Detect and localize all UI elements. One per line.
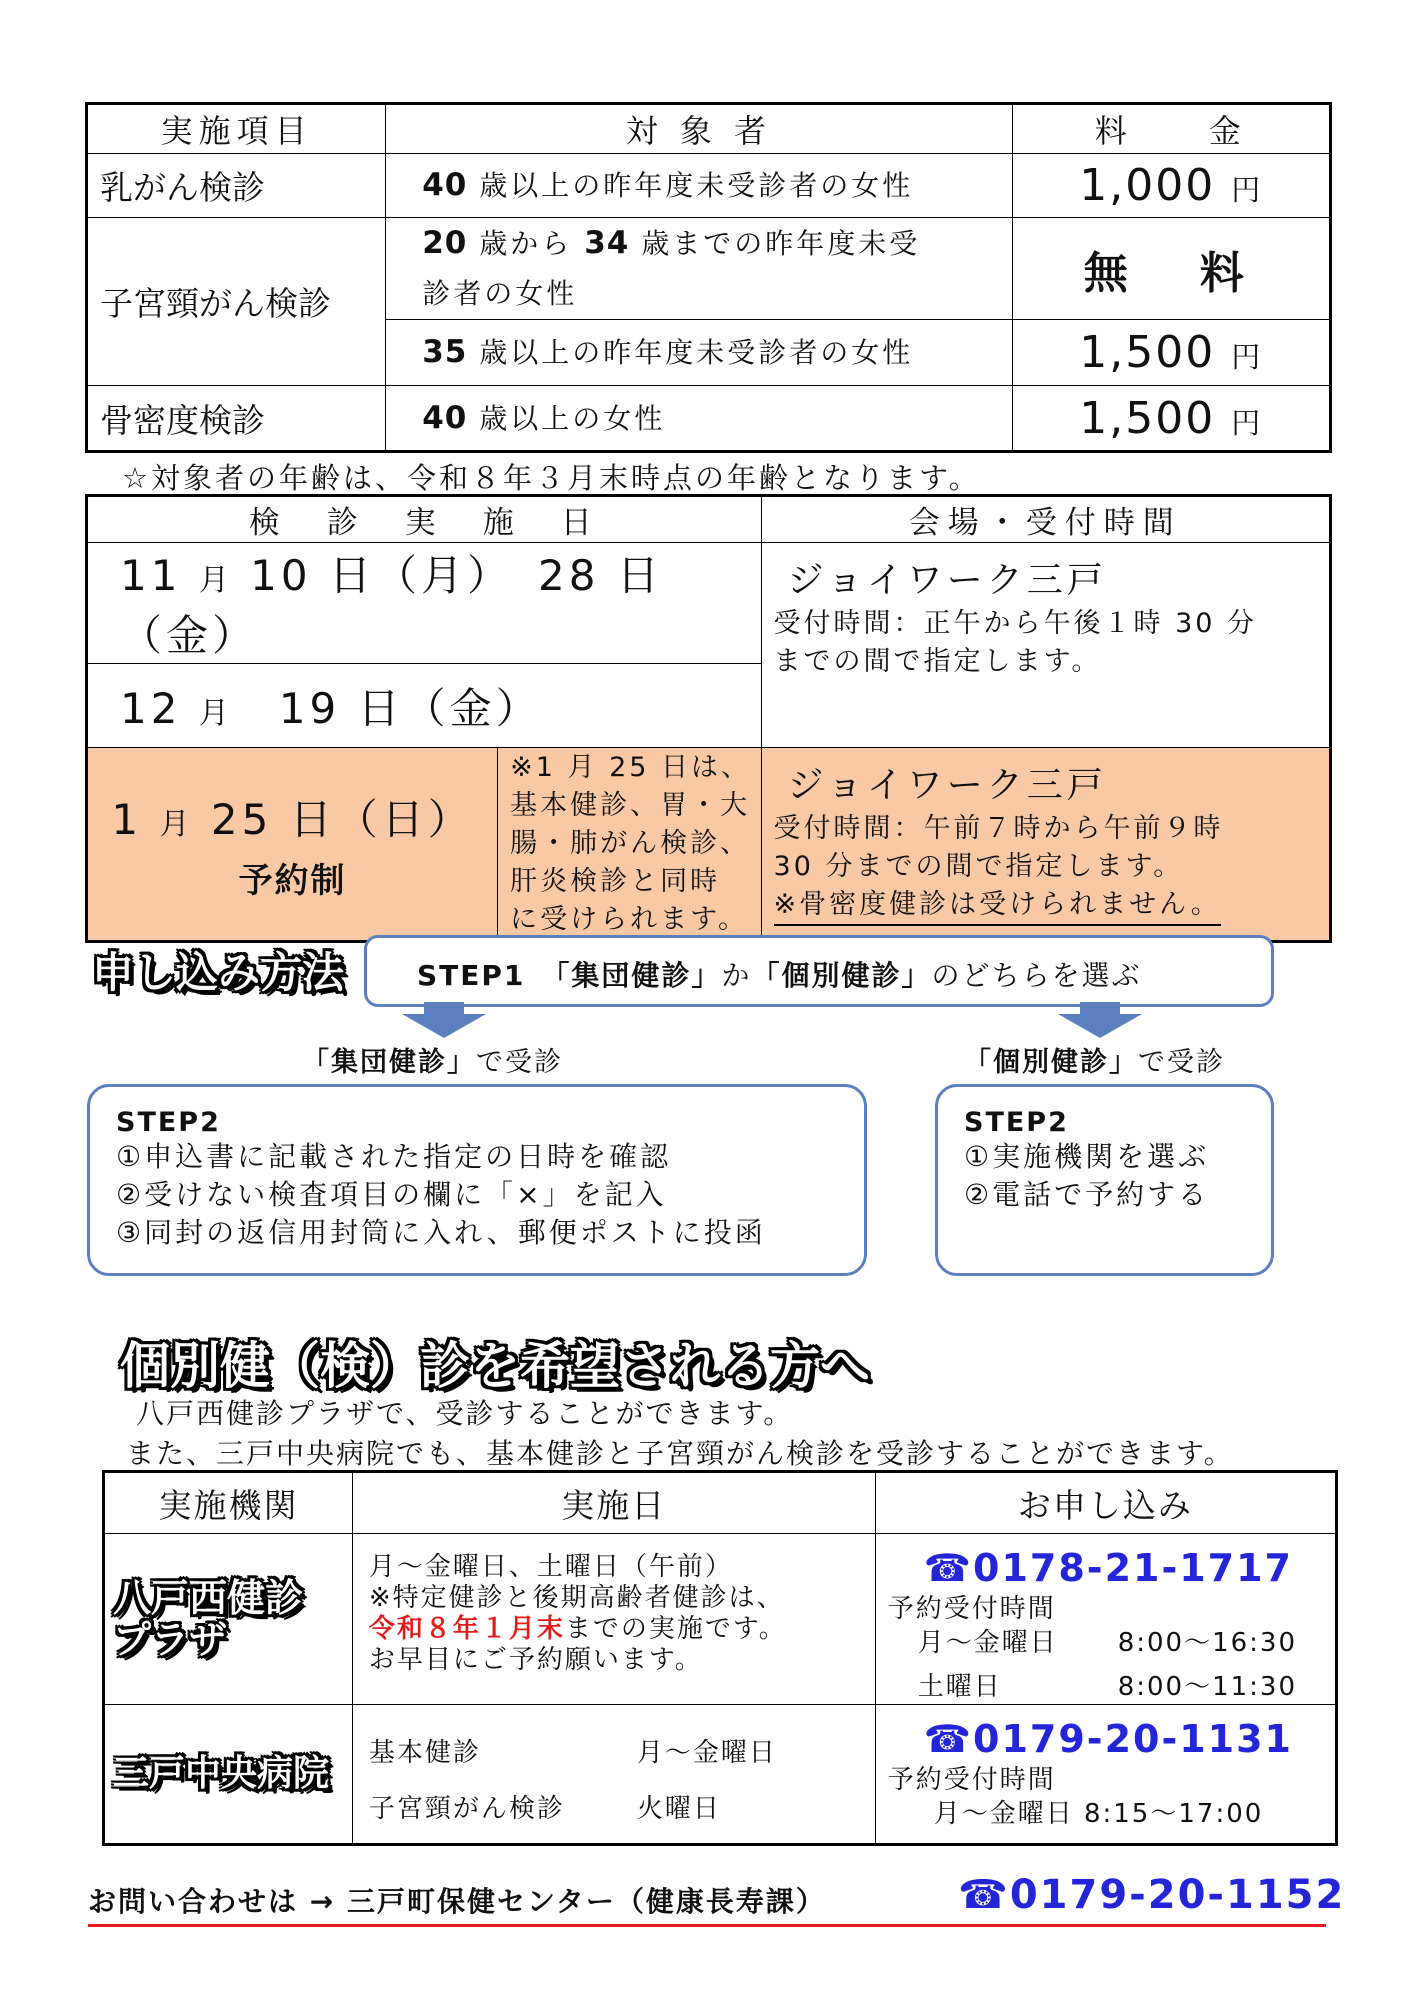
fee-price: 1,500 円	[1012, 320, 1330, 386]
step2-group-line: ①申込書に記載された指定の日時を確認	[116, 1140, 672, 1173]
step2-individual-line: ①実施機関を選ぶ	[964, 1140, 1210, 1173]
schedule-header-date: 検 診 実 施 日	[87, 496, 762, 543]
arrow-down-icon	[402, 1002, 486, 1038]
venue-time: 受付時間：午前７時から午前９時	[773, 813, 1224, 844]
clinic-header-row	[104, 1472, 1337, 1534]
clinic-header-institution: 実施機関	[104, 1472, 353, 1534]
step2-group-line: ③同封の返信用封筒に入れ、郵便ポストに投函	[116, 1216, 766, 1249]
step1-text: STEP1 「集団健診」か「個別健診」のどちらを選ぶ	[417, 959, 1142, 992]
plaza-hours-label: 予約受付時間	[887, 1594, 1056, 1624]
hospital-days: 基本健診 月～金曜日 子宮頸がん検診 火曜日	[352, 1705, 875, 1845]
fee-item: 骨密度検診	[87, 386, 386, 452]
step2-group-title: STEP2	[116, 1107, 221, 1138]
schedule-row-nov	[87, 543, 1331, 664]
individual-intro-1: 八戸西健診プラザで、受診することができます。	[136, 1397, 794, 1430]
jan-note: ※1 月 25 日は、 基本健診、胃・大 腸・肺がん検診、 肝炎検診と同時 に受けられます。	[498, 748, 761, 942]
step2-individual-line: ②電話で予約する	[964, 1178, 1210, 1211]
step2-group-box	[87, 1084, 867, 1276]
plaza-phone[interactable]: ☎0178-21-1717	[923, 1546, 1293, 1590]
contact-label: お問い合わせは → 三戸町保健センター（健康長寿課）	[88, 1885, 826, 1918]
venue-name: ジョイワーク三戸	[787, 560, 1107, 601]
fee-price: 1,000 円	[1012, 154, 1330, 218]
venue-time-2: 30 分までの間で指定します。	[773, 851, 1184, 882]
plaza-hours-weekday: 月～金曜日 8:00～16:30	[917, 1628, 1298, 1658]
fee-item: 乳がん検診	[87, 154, 386, 218]
fee-row-bone	[87, 386, 1331, 452]
hospital-phone[interactable]: ☎0179-20-1131	[923, 1717, 1293, 1761]
hospital-name: 三戸中央病院	[104, 1705, 353, 1845]
contact-phone[interactable]: ☎0179-20-1152	[958, 1872, 1346, 1918]
individual-intro-2: また、三戸中央病院でも、基本健診と子宮頸がん検診を受診することができます。	[126, 1437, 1234, 1470]
fee-header-target: 対 象 者	[386, 104, 1012, 154]
arrow-down-icon	[1058, 1002, 1142, 1038]
clinic-table	[102, 1470, 1338, 1846]
schedule-header-row	[87, 496, 1331, 543]
fee-header-item: 実施項目	[87, 104, 386, 154]
venue-time-2: までの間で指定します。	[773, 646, 1102, 677]
venue-name: ジョイワーク三戸	[787, 765, 1107, 806]
plaza-name: 八戸西健診 プラザ	[104, 1534, 353, 1705]
plaza-days: 月～金曜日、土曜日（午前） ※特定健診と後期高齢者健診は、 令和８年１月末までの実施です。 お早目にご予約願います。	[352, 1534, 875, 1705]
fee-target: 20 歳から 34 歳までの昨年度未受 診者の女性	[386, 218, 1012, 320]
clinic-header-days: 実施日	[352, 1472, 875, 1534]
venue-note: ※骨密度健診は受けられません。	[774, 886, 1221, 926]
fee-header-price: 料 金	[1012, 104, 1330, 154]
individual-route-label: 「個別健診」で受診	[964, 1047, 1225, 1078]
clinic-row-hospital	[104, 1705, 1337, 1845]
step2-individual-title: STEP2	[964, 1107, 1069, 1138]
plaza-hours-saturday: 土曜日 8:00～11:30	[917, 1672, 1298, 1702]
schedule-table	[85, 494, 1332, 943]
age-note: ☆対象者の年齢は、令和８年３月末時点の年齢となります。	[122, 461, 981, 495]
individual-heading: 個別健（検）診を希望される方へ	[120, 1337, 870, 1395]
fee-target: 35 歳以上の昨年度未受診者の女性	[386, 320, 1012, 386]
venue-2	[761, 748, 1330, 942]
contact-underline	[88, 1924, 1326, 1927]
clinic-header-apply: お申し込み	[875, 1472, 1336, 1534]
schedule-row-jan	[87, 748, 1331, 942]
fee-target: 40 歳以上の昨年度未受診者の女性	[386, 154, 1012, 218]
fee-price: 1,500 円	[1012, 386, 1330, 452]
fee-item: 子宮頸がん検診	[87, 218, 386, 386]
apply-heading: 申し込み方法	[92, 948, 345, 997]
hospital-hours-label: 予約受付時間	[887, 1765, 1056, 1795]
group-route-label: 「集団健診」で受診	[302, 1047, 563, 1078]
schedule-date-jan: 1 月 25 日（日） 予約制	[87, 748, 498, 942]
clinic-row-plaza	[104, 1534, 1337, 1705]
plaza-contact	[875, 1534, 1336, 1705]
fee-target: 40 歳以上の女性	[386, 386, 1012, 452]
step1-box	[364, 935, 1274, 1007]
fee-table	[85, 102, 1332, 453]
hospital-contact	[875, 1705, 1336, 1845]
fee-row-breast	[87, 154, 1331, 218]
reservation-label: 予約制	[238, 860, 347, 901]
fee-header-row	[87, 104, 1331, 154]
step2-group-line: ②受けない検査項目の欄に「×」を記入	[116, 1178, 667, 1211]
venue-time: 受付時間：正午から午後１時 30 分	[773, 608, 1258, 639]
schedule-date-nov: 11 月 10 日（月） 28 日（金）	[87, 543, 762, 664]
fee-price-free: 無 料	[1012, 218, 1330, 320]
venue-1	[761, 543, 1330, 748]
step2-individual-box	[935, 1084, 1274, 1276]
schedule-date-dec: 12 月 19 日（金）	[87, 664, 762, 748]
hospital-hours: 月～金曜日 8:15～17:00	[933, 1799, 1264, 1829]
schedule-header-venue: 会場・受付時間	[761, 496, 1330, 543]
fee-row-cervical-young	[87, 218, 1331, 320]
